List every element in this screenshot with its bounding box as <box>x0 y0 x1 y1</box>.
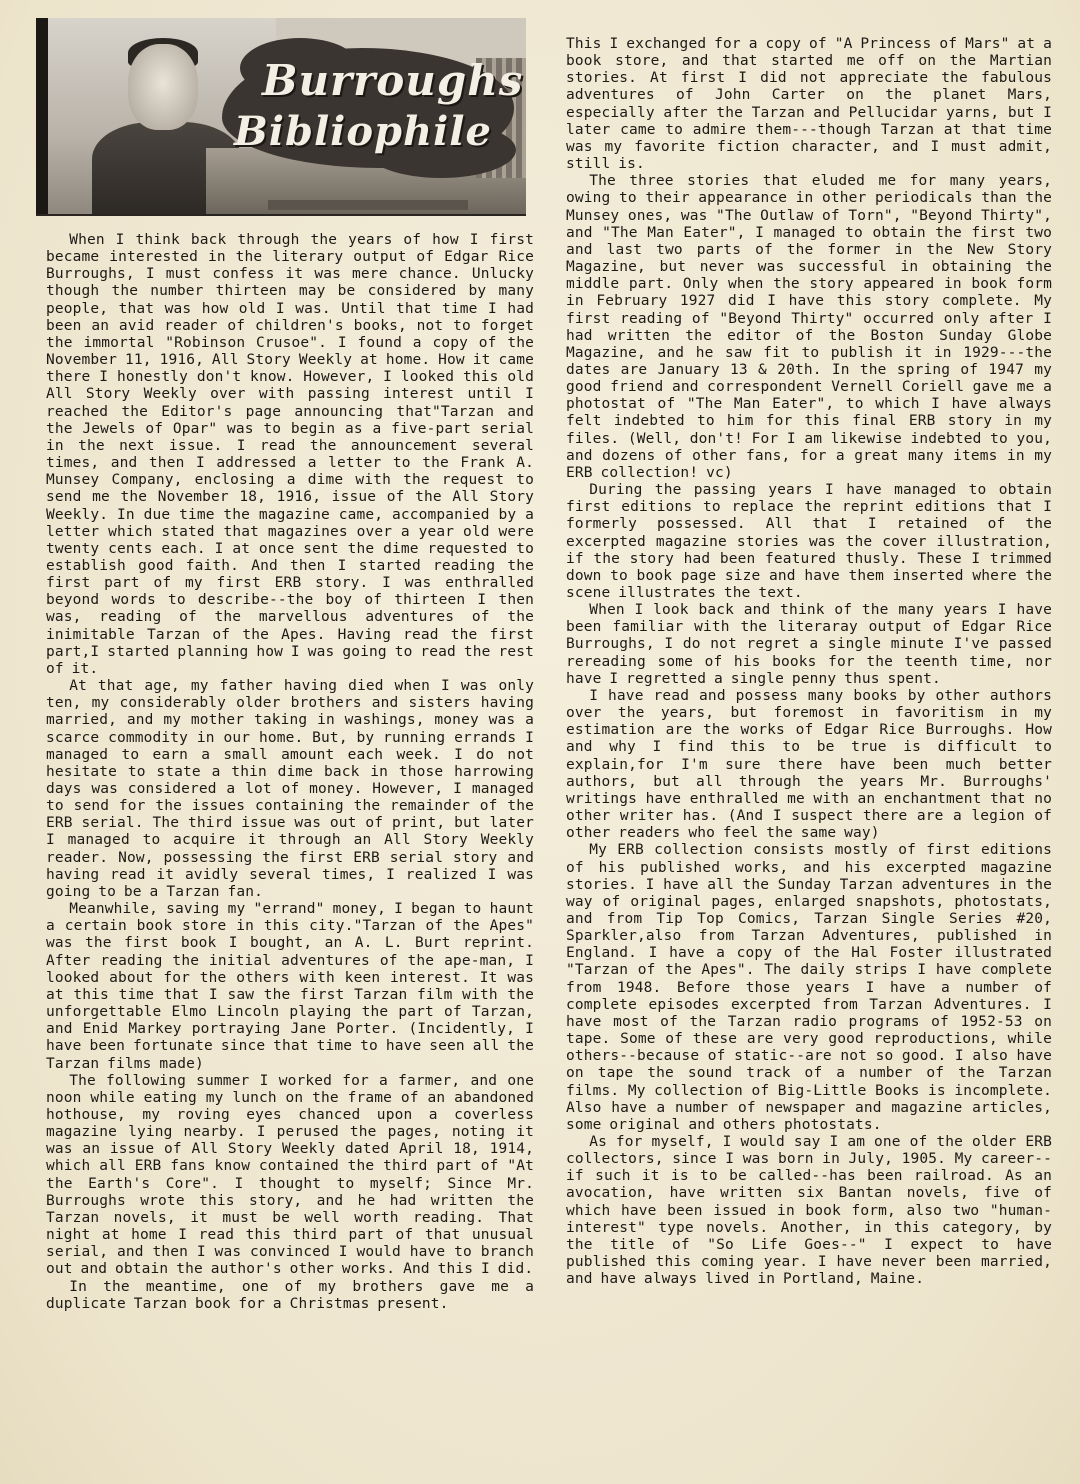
paragraph: The following summer I worked for a farmer, and one noon while eating my lunch on the frame of an abandoned hothouse, my roving eyes chanced upon a coverless magazine lying nearby. I perused the pages, noting it was an issue of All Story Weekly dated April 18, 1914, which all ERB fans know contained the third part of "At the Earth's Core". I thought to myself; Since Mr. Burroughs wrote this story, and he had written the Tarzan novels, it must be well worth reading. That night at home I read this third part of that unusual serial, and then I was convinced I would have to branch out and obtain the author's other works. And this I did. <box>46 1072 534 1278</box>
paragraph: In the meantime, one of my brothers gave me a duplicate Tarzan book for a Christmas present. <box>46 1278 534 1312</box>
paragraph: As for myself, I would say I am one of the older ERB collectors, since I was born in July, 1905. My career--if such it is to be called--has been railroad. As an avocation, have written six Bantan novels, five of which have been issued in book form, also two "human-interest" type novels. Another, in this category, by the title of "So Life Goes--" I expect to have published this coming year. I have never been married, and have always lived in Portland, Maine. <box>566 1134 1052 1288</box>
paragraph: Meanwhile, saving my "errand" money, I began to haunt a certain book store in this city."Tarzan of the Apes" was the first book I bought, an A. L. Burt reprint. After reading the initial adventures of the ape-man, I looked about for the others with keen interest. It was at this time that I saw the first Tarzan film with the unforgettable Elmo Lincoln playing the part of Tarzan, and Enid Markey portraying Jane Porter. (Incidently, I have been fortunate since that time to have seen all the Tarzan films made) <box>46 901 534 1072</box>
paragraph: When I look back and think of the many years I have been familiar with the literaray output of Edgar Rice Burroughs, I do not regret a single minute I've passed rereading some of his books for the teenth time, nor have I regretted a single penny thus spent. <box>566 602 1052 687</box>
header-illustration <box>36 18 526 216</box>
author-figure-head <box>128 44 198 130</box>
title-line-1: Burroughs <box>262 56 524 105</box>
paragraph: When I think back through the years of how I first became interested in the literary output of Edgar Rice Burroughs, I must confess it was mere chance. Unlucky though the number thirteen may be considered by many people, that was how old I was. Until that time I had been an avid reader of children's books, not to forget the immortal "Robinson Crusoe". I found a copy of the November 11, 1916, All Story Weekly at home. How it came there I honestly don't know. However, I looked this old All Story Weekly over with passing interest until I reached the Editor's page announcing that"Tarzan and the Jewels of Opar" was to begin as a five-part serial in the next issue. I read the announcement several times, and then I addressed a letter to the Frank A. Munsey Company, enclosing a dime with the request to send me the November 18, 1916, issue of the All Story Weekly. In due time the magazine came, accompanied by a letter which stated that magazines over a year old were twenty cents each. I at once sent the dime requested to establish good faith. And then I started reading the first part of my first ERB story. I was enthralled beyond words to describe--the boy of thirteen I then was, reading of the marvellous adventures of the inimitable Tarzan of the Apes. Having read the first part,I started planning how I was going to read the rest of it. <box>46 232 534 677</box>
title-line-2: Bibliophile <box>234 108 492 155</box>
paragraph: The three stories that eluded me for many years, owing to their appearance in other periodicals than the Munsey ones, was "The Outlaw of Torn", "Beyond Thirty", and "The Man Eater", I managed to obtain the first two and last two parts of the former in the New Story Magazine, but never was successful in obtaining the middle part. Only when the story appeared in book form in February 1927 did I have this story complete. My first reading of "Beyond Thirty" occurred only after I had written the editor of the Boston Sunday Globe Magazine, and he saw fit to publish it in 1929---the dates are January 13 & 20th. In the spring of 1947 my good friend and correspondent Vernell Coriell gave me a photostat of "The Man Eater", to which I have always felt indebted to him for this final ERB story in my files. (Well, don't! For I am likewise indebted to you, and dozens of other fans, for a great many items in my ERB collection! vc) <box>566 173 1052 481</box>
photo-caption-strip <box>268 200 468 210</box>
paragraph: My ERB collection consists mostly of first editions of his published works, and his excerpted magazine stories. I have all the Sunday Tarzan adventures in the way of original pages, enlarged snapshots, photostats, and from Tip Top Comics, Tarzan Single Series #20, Sparkler,also from Tarzan Adventures, published in England. I have a copy of the Hal Foster illustrated "Tarzan of the Apes". The daily strips I have complete from 1948. Before those years I have a number of complete episodes excerpted from Tarzan Adventures. I have most of the Tarzan radio programs of 1952-53 on tape. Some of these are very good reproductions, while others--because of static--are not so good. I also have on tape the sound track of a number of the Tarzan films. My collection of Big-Little Books is incomplete. Also have a number of newspaper and magazine articles, some original and others photostats. <box>566 842 1052 1133</box>
photo-edge <box>36 18 48 214</box>
right-column <box>566 36 1052 1288</box>
left-column <box>46 232 534 1313</box>
paragraph: During the passing years I have managed to obtain first editions to replace the reprint editions that I formerly possessed. All that I retained of the excerpted magazine stories was the cover illustration, if the story had been featured thusly. These I trimmed down to book page size and have them inserted where the scene illustrates the text. <box>566 482 1052 601</box>
paragraph: This I exchanged for a copy of "A Princess of Mars" at a book store, and that started me off on the Martian stories. At first I did not appreciate the fabulous adventures of John Carter on the planet Mars, especially after the Tarzan and Pellucidar yarns, but I later came to admire them---though Tarzan at that time was my favorite fiction character, and I must admit, still is. <box>566 36 1052 173</box>
paragraph: I have read and possess many books by other authors over the years, but foremost in favoritism in my estimation are the works of Edgar Rice Burroughs. How and why I find this to be true is difficult to explain,for I'm sure there have been much better authors, but all through the years Mr. Burroughs' writings have enthralled me with an enchantment that no other writer has. (And I suspect there are a legion of other readers who feel the same way) <box>566 687 1052 842</box>
paragraph: At that age, my father having died when I was only ten, my considerably older brothers and sisters having married, and my mother taking in washings, money was a scarce commodity in our home. But, by running errands I managed to earn a small amount each week. I do not hesitate to state a thin dime back in those harrowing days was considered a lot of money. However, I managed to send for the issues containing the remainder of the ERB serial. The third issue was out of print, but later I managed to acquire it through an All Story Weekly reader. Now, possessing the first ERB serial story and having read it avidly several times, I realized I was going to be a Tarzan fan. <box>46 678 534 900</box>
